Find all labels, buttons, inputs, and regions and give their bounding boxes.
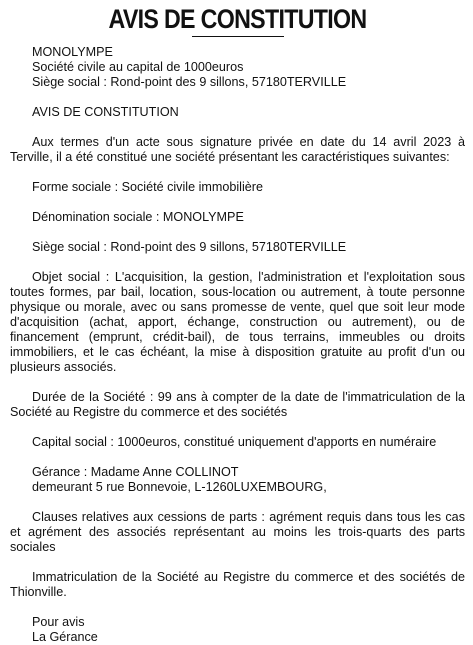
gerance-name: Gérance : Madame Anne COLLINOT bbox=[32, 465, 239, 479]
pour-avis: Pour avis bbox=[32, 615, 85, 629]
immatriculation: Immatriculation de la Société au Registre du commerce et des sociétés de Thionville. bbox=[10, 570, 465, 599]
intro-paragraph: Aux termes d'un acte sous signature privée en date du 14 avril 2023 à Terville, il a été constitué une société présentant les caractéristiques suivantes: bbox=[10, 135, 465, 164]
gerance-address: demeurant 5 rue Bonnevoie, L-1260LUXEMBOURG, bbox=[32, 480, 327, 494]
company-seat: Siège social : Rond-point des 9 sillons, 57180TERVILLE bbox=[32, 75, 347, 89]
signature-block bbox=[10, 615, 465, 645]
siege-social: Siège social : Rond-point des 9 sillons, 57180TERVILLE bbox=[32, 240, 347, 254]
duree-societe: Durée de la Société : 99 ans à compter de la date de l'immatriculation de la Société au Registre du commerce et des sociétés bbox=[10, 390, 465, 419]
clauses-cessions: Clauses relatives aux cessions de parts : agrément requis dans tous les cas et agrément des associés représentant au moins les trois-quarts des parts sociales bbox=[10, 510, 465, 554]
la-gerance: La Gérance bbox=[32, 630, 98, 644]
company-header bbox=[10, 45, 465, 90]
denomination-sociale: Dénomination sociale : MONOLYMPE bbox=[32, 210, 244, 224]
forme-sociale: Forme sociale : Société civile immobilière bbox=[32, 180, 263, 194]
company-name: MONOLYMPE bbox=[32, 45, 113, 59]
capital-social: Capital social : 1000euros, constitué uniquement d'apports en numéraire bbox=[32, 435, 437, 449]
title-underline bbox=[192, 36, 284, 37]
company-type-capital: Société civile au capital de 1000euros bbox=[32, 60, 244, 74]
notice-title: AVIS DE CONSTITUTION bbox=[108, 4, 367, 34]
gerance bbox=[10, 465, 465, 495]
objet-social: Objet social : L'acquisition, la gestion, l'administration et l'exploitation sous toutes formes, par bail, location, sous-location ou autrement, à toute personne physique ou morale, avec ou sans promesse de vente, quel que soit leur mode d'acquisition (achat, apport, échange, construction ou autrement), ou de financement (emprunt, crédit-bail), de tous terrains, immeubles ou droits immobiliers, et le cas échéant, la mise à disposition gratuite au profit d'un ou plusieurs associés. bbox=[10, 270, 465, 374]
section-subtitle: AVIS DE CONSTITUTION bbox=[32, 105, 179, 119]
